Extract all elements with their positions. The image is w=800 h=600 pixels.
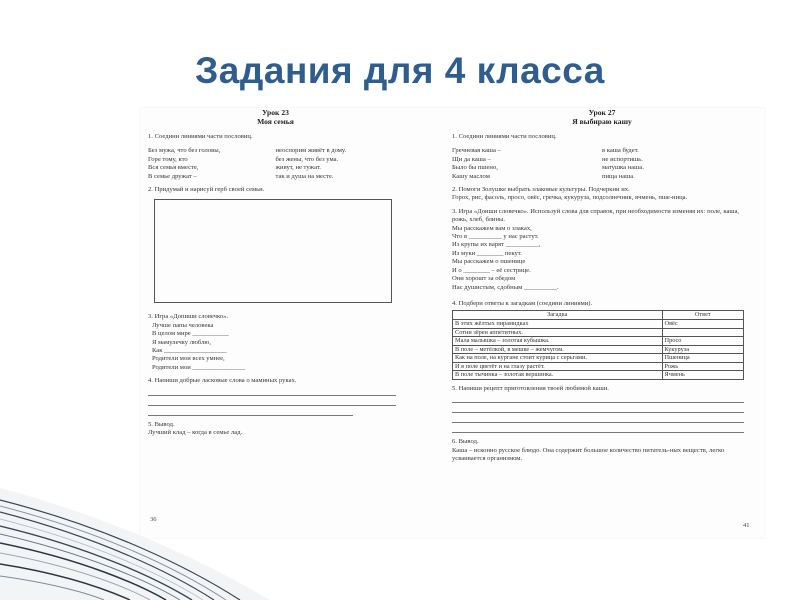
answer-cell: Пшеница — [662, 354, 743, 363]
task-title: 4. Напиши добрые ласковые слова о маминых руках. — [148, 377, 297, 385]
proverb-start: В семье дружат – — [148, 172, 197, 180]
poem-line: Нас душистым, сдобным __________. — [452, 283, 559, 291]
task-title: 3. Игра «Доиши словечко». Используй слова для справок, при необходимости изменяя их: поле, каша, рожь, хлеб, блины. — [452, 207, 740, 224]
proverb-start: Гречневая каша – — [452, 147, 501, 155]
conclusion-text: Лучший клад – когда в семье лад. — [148, 429, 243, 437]
task-title: 5. Напиши рецепт приготовления твоей любимой каши. — [452, 385, 609, 393]
poem-line: Лучше папы человека — [152, 321, 214, 329]
grain-list: Горох, рис, фасоль, просо, овёс, гречка, кукуруза, подсолнечник, ячмень, пше-ница. — [452, 194, 688, 202]
riddle-cell: В поле – метёлкой, в мешке – жемчугом. — [453, 345, 663, 354]
poem-line: Родители мои ________________ — [152, 363, 246, 371]
conclusion-text: Каша – исконно русское блюдо. Она содержит большое количество питатель-ных веществ, легко усваивается организмом. — [452, 446, 725, 463]
answer-cell: Кукуруза — [662, 345, 743, 354]
task-title: 4. Подбери ответы к загадкам (соедини линиями). — [452, 299, 593, 307]
page-number: 36 — [150, 516, 157, 523]
riddle-cell: В этих жёлтых пирамидках — [453, 319, 663, 328]
poem-line: Мы расскажем вам о злаках, — [452, 224, 532, 232]
task-title: 2. Придумай и нарисуй герб своей семьи. — [148, 186, 265, 194]
poem-line: Мы расскажем о пшенице — [452, 258, 526, 266]
lesson-topic: Моя семья — [257, 117, 294, 126]
column-header: Загадка — [453, 311, 663, 320]
poem-line: Из крупы их варят __________, — [452, 241, 541, 249]
task-title: 5. Вывод. — [148, 420, 175, 428]
lesson-number: Урок 23 — [262, 108, 289, 117]
task-title: 2. Помоги Золушке выбрать злаковые культуры. Подчеркни их. — [452, 186, 630, 194]
answer-cell: Просо — [662, 337, 743, 346]
proverb-end: без жены, что без ума. — [275, 155, 339, 163]
proverb-start: Кашу маслом — [452, 172, 490, 180]
answer-cell: Ячмень — [662, 371, 743, 380]
page-number: 41 — [743, 522, 750, 529]
riddle-cell: В поле тычинка – золотая вершинка. — [453, 371, 663, 380]
riddle-cell: И в поле цветёт и на глазу растёт. — [453, 362, 663, 371]
answer-cell: Рожь — [662, 362, 743, 371]
proverb-start: Вся семья вместе, — [148, 164, 199, 172]
proverb-start: Было бы пшено, — [452, 164, 498, 172]
proverb-end: пища наша. — [602, 172, 635, 180]
answer-cell: Овёс — [662, 319, 743, 328]
proverb-end: матушка наша. — [602, 164, 644, 172]
proverb-end: в каша будет. — [602, 147, 639, 155]
column-header: Ответ — [662, 311, 743, 320]
poem-line: Из муки ________ пекут. — [452, 249, 522, 257]
proverb-start: Без мужа, что без головы, — [148, 147, 221, 155]
task-title: 3. Игра «Допиши словечко». — [148, 313, 229, 321]
riddle-cell: Как на поле, на кургане стоит курица с серьгами. — [453, 354, 663, 363]
proverb-end: не испортишь. — [602, 155, 643, 163]
slide-title: Задания для 4 класса — [195, 50, 605, 91]
proverb-end: так и душа на месте. — [275, 172, 334, 180]
poem-line: Что в __________ у нас растут. — [452, 233, 539, 241]
task-title: 1. Соедини линиями части пословиц. — [452, 133, 557, 140]
poem-line: Как ___________________ — [152, 347, 227, 355]
task-title: 6. Вывод. — [452, 438, 479, 446]
poem-line: Я мамулечку люблю, — [152, 338, 211, 346]
proverb-end: неоспорим живёт в дому. — [275, 147, 347, 155]
lesson-topic: Я выбираю кашу — [572, 117, 632, 126]
poem-line: В целом мире ___________ — [152, 330, 229, 338]
proverb-start: Щи да каша – — [452, 155, 491, 163]
lesson-number: Урок 27 — [588, 108, 616, 117]
poem-line: Родители мои всех умнее, — [152, 355, 225, 363]
task-title: 1. Соедини линиями части пословиц. — [148, 133, 253, 140]
proverb-start: Горе тому, кто — [148, 155, 188, 163]
poem-line: И о ________ – её сестрице. — [452, 266, 531, 274]
proverb-end: живут, не тужат. — [275, 164, 321, 172]
poem-line: Они хорошт за обедом — [452, 275, 516, 283]
riddle-cell: Сотни зёрен аппетитных. — [453, 328, 663, 337]
riddle-cell: Мала малышка – золотая кубышка. — [453, 337, 663, 346]
